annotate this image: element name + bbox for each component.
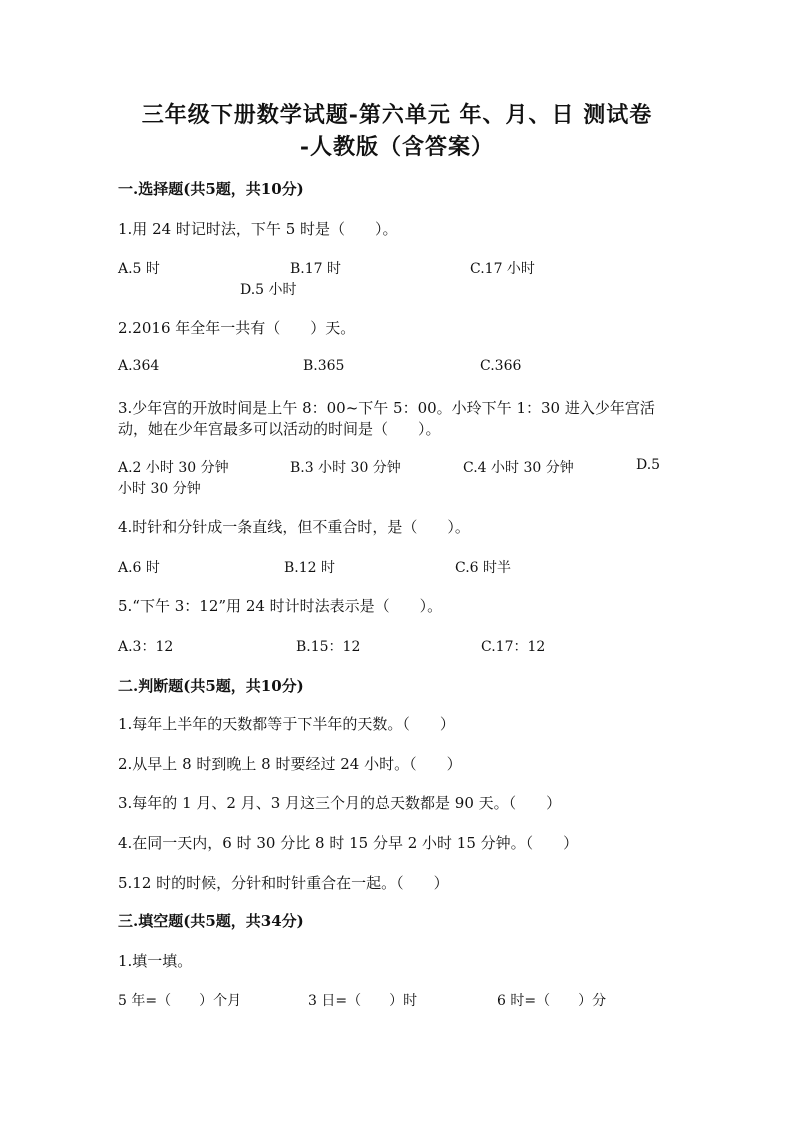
judge-question-1: 1.每年上半年的天数都等于下半年的天数。（ ） xyxy=(118,715,455,733)
choice-question-1: 1.用 24 时记时法，下午 5 时是（ ）。 xyxy=(118,220,398,238)
choice-q5-option-c[interactable]: C.17：12 xyxy=(481,639,546,655)
choice-question-3-line2: 动，她在少年宫最多可以活动的时间是（ ）。 xyxy=(118,420,441,438)
choice-q4-option-a[interactable]: A.6 时 xyxy=(118,560,160,576)
choice-q3-option-c[interactable]: C.4 小时 30 分钟 xyxy=(463,460,574,476)
choice-q1-option-d[interactable]: D.5 小时 xyxy=(240,282,297,298)
page-title-line1: 三年级下册数学试题-第六单元 年、月、日 测试卷 xyxy=(141,102,653,128)
page-title-line2: -人教版（含答案） xyxy=(299,134,495,160)
choice-q2-option-c[interactable]: C.366 xyxy=(480,358,522,374)
judge-question-3: 3.每年的 1 月、2 月、3 月这三个月的总天数都是 90 天。（ ） xyxy=(118,794,562,812)
judge-question-2: 2.从早上 8 时到晚上 8 时要经过 24 小时。（ ） xyxy=(118,755,462,773)
choice-q4-option-b[interactable]: B.12 时 xyxy=(284,560,336,576)
choice-q2-option-a[interactable]: A.364 xyxy=(118,358,160,374)
choice-q2-option-b[interactable]: B.365 xyxy=(303,358,345,374)
judge-question-4: 4.在同一天内，6 时 30 分比 8 时 15 分早 2 小时 15 分钟。（ ） xyxy=(118,834,579,852)
fill-blank-days-hours[interactable]: 3 日=（ ）时 xyxy=(308,993,418,1009)
fill-blank-years-months[interactable]: 5 年=（ ）个月 xyxy=(118,993,242,1009)
fill-blank-hours-minutes[interactable]: 6 时=（ ）分 xyxy=(497,993,607,1009)
choice-q3-option-b[interactable]: B.3 小时 30 分钟 xyxy=(290,460,401,476)
choice-question-5: 5.“下午 3：12”用 24 时计时法表示是（ ）。 xyxy=(118,597,443,615)
choice-q1-option-a[interactable]: A.5 时 xyxy=(118,261,160,277)
section-heading-choice: 一.选择题(共5题，共10分) xyxy=(118,180,304,198)
choice-question-2: 2.2016 年全年一共有（ ）天。 xyxy=(118,319,356,337)
choice-q3-option-a[interactable]: A.2 小时 30 分钟 xyxy=(118,460,229,476)
choice-question-4: 4.时针和分针成一条直线，但不重合时，是（ ）。 xyxy=(118,518,470,536)
fill-question-1: 1.填一填。 xyxy=(118,952,193,970)
choice-q4-option-c[interactable]: C.6 时半 xyxy=(455,560,512,576)
choice-q1-option-c[interactable]: C.17 小时 xyxy=(470,261,535,277)
choice-q1-option-b[interactable]: B.17 时 xyxy=(290,261,342,277)
choice-q3-option-d[interactable]: D.5 xyxy=(636,457,661,473)
choice-q5-option-a[interactable]: A.3：12 xyxy=(118,639,174,655)
judge-question-5: 5.12 时的时候，分针和时针重合在一起。（ ） xyxy=(118,874,449,892)
choice-question-3-line1: 3.少年宫的开放时间是上午 8：00~下午 5：00。小玲下午 1：30 进入少年宫活 xyxy=(118,399,655,417)
choice-q5-option-b[interactable]: B.15：12 xyxy=(296,639,361,655)
section-heading-true-false: 二.判断题(共5题，共10分) xyxy=(118,677,304,695)
section-heading-fill-blank: 三.填空题(共5题，共34分) xyxy=(118,912,304,930)
choice-q3-option-d-cont: 小时 30 分钟 xyxy=(118,481,201,497)
